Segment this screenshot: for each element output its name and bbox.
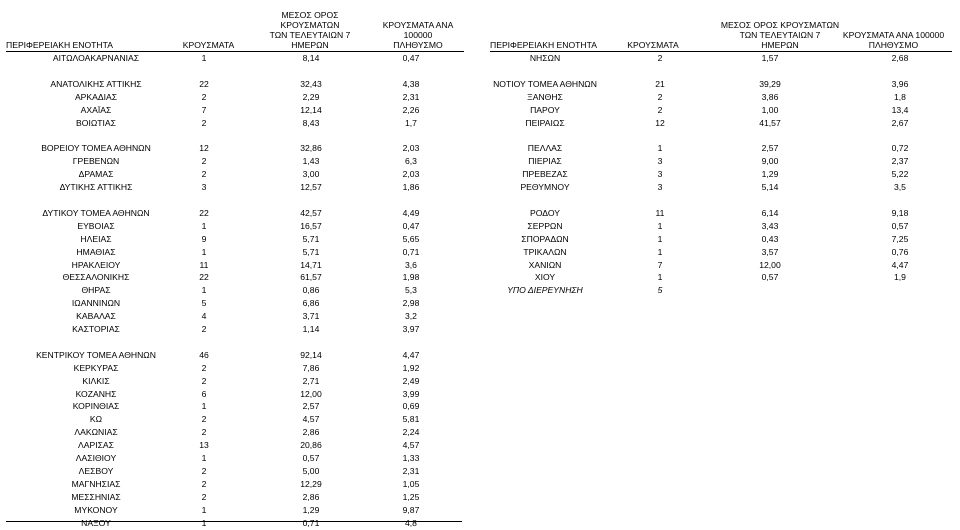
cell-cases: 2 [201,117,207,128]
header-region: ΠΕΡΙΦΕΡΕΙΑΚΗ ΕΝΟΤΗΤΑ [6,40,113,50]
cell-avg-7-days: 14,71 [300,259,322,270]
cell-cases-per-100k: 1,33 [402,453,420,464]
cell-cases-per-100k: 9,18 [891,207,909,218]
cell-cases-per-100k: 3,97 [402,324,420,335]
cell-avg-7-days: 3,00 [302,169,320,180]
cell-cases: 12 [655,117,665,128]
cell-avg-7-days: 9,00 [761,156,779,167]
table-row [490,271,952,284]
cell-region: ΠΕΛΛΑΣ [527,143,563,154]
cell-avg-7-days: 92,14 [300,349,322,360]
cell-cases: 1 [657,246,663,257]
cell-cases: 12 [199,143,209,154]
cell-avg-7-days: 0,71 [302,517,320,528]
cell-cases: 22 [199,207,209,218]
table-row [6,104,464,117]
cell-avg-7-days: 6,86 [302,298,320,309]
cell-cases-per-100k: 0,47 [402,220,420,231]
cell-avg-7-days: 1,57 [761,53,779,63]
cell-region: ΘΗΡΑΣ [81,285,111,296]
cell-region: ΡΟΔΟΥ [530,207,560,218]
cell-avg-7-days: 0,43 [761,233,779,244]
table-spacer-row [6,336,464,349]
table-row [6,362,464,375]
cell-avg-7-days: 16,57 [300,220,322,231]
cell-cases: 2 [201,91,207,102]
cell-cases: 4 [201,311,207,322]
table-row [490,181,952,194]
cell-region: ΘΕΣΣΑΛΟΝΙΚΗΣ [62,272,130,283]
cell-avg-7-days: 3,86 [761,91,779,102]
cell-cases-per-100k: 5,22 [891,169,909,180]
cell-cases-per-100k: 0,72 [891,143,909,154]
cell-cases: 7 [201,104,207,115]
cell-avg-7-days: 1,43 [302,156,320,167]
cell-cases-per-100k: 5,65 [402,233,420,244]
cell-cases-per-100k: 4,49 [402,207,420,218]
cell-region: ΚΕΝΤΡΙΚΟΥ ΤΟΜΕΑ ΑΘΗΝΩΝ [36,349,156,360]
table-row [6,78,464,91]
cell-cases: 1 [201,53,207,63]
cell-cases-per-100k: 2,68 [891,53,909,63]
cell-avg-7-days: 2,86 [302,427,320,438]
table-row [6,388,464,401]
cell-cases-per-100k: 4,8 [405,517,417,528]
table-row [6,91,464,104]
cell-avg-7-days: 5,00 [302,466,320,476]
cell-cases: 1 [657,272,663,283]
table-row [6,168,464,181]
cell-cases-per-100k: 0,57 [891,220,909,231]
table-row [6,259,464,272]
table-row [490,220,952,233]
cell-cases: 22 [199,78,209,89]
table-spacer-row [490,194,952,207]
cell-cases-per-100k: 3,99 [402,388,420,399]
cell-cases: 2 [201,414,207,425]
cell-cases-per-100k: 4,57 [402,440,420,451]
cell-avg-7-days: 1,29 [302,504,320,515]
cell-region: ΒΟΡΕΙΟΥ ΤΟΜΕΑ ΑΘΗΝΩΝ [41,143,151,154]
cell-avg-7-days: 12,29 [300,478,322,489]
cell-region: ΒΟΙΩΤΙΑΣ [76,117,116,128]
cell-avg-7-days: 5,71 [302,233,320,244]
cell-cases-per-100k: 3,5 [894,182,906,193]
table-row [6,323,464,336]
cell-cases: 3 [657,169,663,180]
cell-region: ΗΜΑΘΙΑΣ [76,246,116,257]
table-row [490,207,952,220]
cell-region: ΚΑΒΑΛΑΣ [76,311,116,322]
cell-region: ΛΑΡΙΣΑΣ [78,440,114,451]
cell-cases-per-100k: 2,26 [402,104,420,115]
cell-cases-per-100k: 2,03 [402,169,420,180]
cell-region: ΚΕΡΚΥΡΑΣ [73,362,119,373]
cell-region: ΜΑΓΝΗΣΙΑΣ [71,478,121,489]
cell-cases-per-100k: 6,3 [405,156,417,167]
cell-cases: 2 [201,466,207,476]
table-row [6,284,464,297]
cell-region: ΑΧΑΪΑΣ [80,104,112,115]
cell-cases: 2 [201,375,207,386]
header-avg-7-days: ΜΕΣΟΣ ΟΡΟΣ ΚΡΟΥΣΜΑΤΩΝ ΤΩΝ ΤΕΛΕΥΤΑΙΩΝ 7 ΗΜΕΡΩΝ [269,10,351,50]
table-row [490,78,952,91]
table-spacer-row [6,129,464,142]
cell-region: ΚΙΛΚΙΣ [82,375,110,386]
table-row [6,220,464,233]
cell-cases: 11 [655,207,665,218]
cell-cases: 1 [657,233,663,244]
cell-cases: 3 [201,182,207,193]
cell-region: ΝΑΞΟΥ [81,517,111,528]
cell-cases-per-100k: 0,71 [402,246,420,257]
cell-cases-per-100k: 5,81 [402,414,420,425]
cell-region: ΝΗΣΩΝ [529,53,561,63]
cell-cases: 3 [657,182,663,193]
cell-cases-per-100k: 2,31 [402,466,420,476]
cell-cases: 2 [201,478,207,489]
cell-cases: 2 [201,324,207,335]
right-table-header [490,10,952,52]
cell-region: ΙΩΑΝΝΙΝΩΝ [71,298,121,309]
cell-cases-per-100k: 13,4 [891,104,909,115]
cell-region: ΗΛΕΙΑΣ [80,233,112,244]
cell-avg-7-days: 2,86 [302,491,320,502]
cell-avg-7-days: 3,57 [761,246,779,257]
cell-avg-7-days: 1,00 [761,104,779,115]
table-row [6,491,464,504]
right-table-body [490,52,952,297]
cell-avg-7-days: 0,57 [302,453,320,464]
cell-cases: 2 [657,104,663,115]
cell-region: ΑΡΚΑΔΙΑΣ [74,91,118,102]
cell-cases: 2 [657,53,663,63]
cell-cases: 11 [199,259,209,270]
table-row [6,413,464,426]
cell-cases: 1 [657,143,663,154]
table-row [6,246,464,259]
cell-cases: 3 [657,156,663,167]
cell-cases-per-100k: 4,38 [402,78,420,89]
cell-region: ΣΕΡΡΩΝ [527,220,563,231]
cell-avg-7-days: 8,14 [302,53,320,63]
cell-cases-per-100k: 3,6 [405,259,417,270]
cell-region: ΤΡΙΚΑΛΩΝ [523,246,567,257]
cell-cases-per-100k: 1,86 [402,182,420,193]
cell-region: ΜΥΚΟΝΟΥ [74,504,118,515]
cell-cases: 1 [201,504,207,515]
cell-cases-per-100k: 2,03 [402,143,420,154]
cell-region: ΚΑΣΤΟΡΙΑΣ [72,324,120,335]
cell-cases: 2 [657,91,663,102]
cell-avg-7-days: 5,14 [761,182,779,193]
cell-cases: 6 [201,388,207,399]
cell-avg-7-days: 8,43 [302,117,320,128]
table-row [6,233,464,246]
cell-region: ΠΙΕΡΙΑΣ [528,156,562,167]
cell-cases-per-100k: 3,96 [891,78,909,89]
table-row [6,452,464,465]
cell-region: ΚΟΡΙΝΘΙΑΣ [72,401,120,412]
cell-cases: 1 [657,220,663,231]
cell-cases: 21 [655,78,665,89]
cell-region: ΔΥΤΙΚΗΣ ΑΤΤΙΚΗΣ [59,182,133,193]
cell-region: ΥΠΟ ΔΙΕΡΕΥΝΗΣΗ [507,285,583,296]
cell-cases-per-100k: 1,98 [402,272,420,283]
table-row [6,349,464,362]
cell-cases-per-100k: 3,2 [405,311,417,322]
cell-avg-7-days: 12,57 [300,182,322,193]
cell-avg-7-days: 42,57 [300,207,322,218]
cell-region: ΧΙΟΥ [534,272,556,283]
cell-cases-per-100k: 1,05 [402,478,420,489]
cell-cases-per-100k: 2,24 [402,427,420,438]
cell-cases-per-100k: 4,47 [891,259,909,270]
table-row [6,375,464,388]
table-row [6,207,464,220]
table-row [6,310,464,323]
cell-region: ΚΩ [89,414,103,425]
cell-avg-7-days: 3,71 [302,311,320,322]
cell-avg-7-days: 1,14 [302,324,320,335]
cell-region: ΛΕΣΒΟΥ [78,466,114,476]
bottom-rule [6,521,462,522]
cell-cases-per-100k: 1,8 [894,91,906,102]
cell-region: ΠΑΡΟΥ [530,104,560,115]
cell-cases: 1 [201,220,207,231]
cell-avg-7-days: 2,57 [761,143,779,154]
cell-cases: 46 [199,349,209,360]
cell-cases: 1 [201,246,207,257]
cell-cases-per-100k: 4,47 [402,349,420,360]
cell-cases: 22 [199,272,209,283]
cell-cases-per-100k: 2,37 [891,156,909,167]
table-row [6,400,464,413]
cell-cases: 1 [201,517,207,528]
table-row [490,104,952,117]
cell-cases-per-100k: 5,3 [405,285,417,296]
cell-cases-per-100k: 2,49 [402,375,420,386]
table-row [6,478,464,491]
table-row [490,155,952,168]
cell-avg-7-days: 5,71 [302,246,320,257]
cell-avg-7-days: 12,00 [759,259,781,270]
cell-cases-per-100k: 2,67 [891,117,909,128]
left-table-header [6,10,464,52]
cell-avg-7-days: 2,57 [302,401,320,412]
cell-avg-7-days: 12,14 [300,104,322,115]
table-row [6,297,464,310]
cell-avg-7-days: 39,29 [759,78,781,89]
cell-region: ΕΥΒΟΙΑΣ [77,220,115,231]
cell-avg-7-days: 41,57 [759,117,781,128]
cell-cases: 1 [201,453,207,464]
cell-cases-per-100k: 0,69 [402,401,420,412]
cell-region: ΓΡΕΒΕΝΩΝ [72,156,120,167]
cell-region: ΔΡΑΜΑΣ [78,169,114,180]
cell-cases: 2 [201,427,207,438]
header-avg-7-days: ΜΕΣΟΣ ΟΡΟΣ ΚΡΟΥΣΜΑΤΩΝ ΤΩΝ ΤΕΛΕΥΤΑΙΩΝ 7 ΗΜΕΡΩΝ [720,20,840,50]
cell-region: ΧΑΝΙΩΝ [528,259,562,270]
cell-cases-per-100k: 2,31 [402,91,420,102]
header-cases: ΚΡΟΥΣΜΑΤΑ [627,40,679,50]
cell-region: ΛΑΚΩΝΙΑΣ [74,427,118,438]
cell-cases: 5 [201,298,207,309]
header-region: ΠΕΡΙΦΕΡΕΙΑΚΗ ΕΝΟΤΗΤΑ [490,40,597,50]
right-table [490,10,952,297]
cell-cases-per-100k: 0,76 [891,246,909,257]
cell-cases-per-100k: 7,25 [891,233,909,244]
cell-avg-7-days: 4,57 [302,414,320,425]
table-spacer-row [490,65,952,78]
cell-cases-per-100k: 2,98 [402,298,420,309]
cell-avg-7-days: 32,43 [300,78,322,89]
header-cases-per-100k: ΚΡΟΥΣΜΑΤΑ ΑΝΑ 100000 ΠΛΗΘΥΣΜΟ [382,20,454,50]
cell-avg-7-days: 61,57 [300,272,322,283]
left-table [6,10,464,530]
cell-region: ΡΕΘΥΜΝΟΥ [520,182,570,193]
cell-region: ΚΟΖΑΝΗΣ [75,388,117,399]
cell-avg-7-days: 0,86 [302,285,320,296]
cell-cases: 13 [199,440,209,451]
table-row [6,181,464,194]
cell-cases-per-100k: 9,87 [402,504,420,515]
cell-region: ΣΠΟΡΑΔΩΝ [521,233,569,244]
table-row [490,91,952,104]
cell-avg-7-days: 20,86 [300,440,322,451]
header-cases: ΚΡΟΥΣΜΑΤΑ [182,40,235,50]
cell-region: ΛΑΣΙΘΙΟΥ [75,453,117,464]
table-row [6,52,464,65]
cell-cases: 7 [657,259,663,270]
table-row [6,517,464,530]
table-row [490,233,952,246]
table-row [490,142,952,155]
table-row [6,439,464,452]
cell-cases: 2 [201,169,207,180]
cell-cases: 1 [201,285,207,296]
table-row [6,271,464,284]
cell-avg-7-days: 3,43 [761,220,779,231]
cell-region: ΜΕΣΣΗΝΙΑΣ [71,491,121,502]
cell-cases-per-100k: 1,92 [402,362,420,373]
cell-cases-per-100k: 0,47 [402,53,420,63]
table-row [490,284,952,297]
left-table-body [6,52,464,530]
cell-region: ΠΕΙΡΑΙΩΣ [525,117,565,128]
cell-avg-7-days: 2,29 [302,91,320,102]
cell-avg-7-days: 0,57 [761,272,779,283]
cell-region: ΗΡΑΚΛΕΙΟΥ [71,259,121,270]
cell-region: ΑΝΑΤΟΛΙΚΗΣ ΑΤΤΙΚΗΣ [50,78,142,89]
cell-cases: 9 [201,233,207,244]
cell-avg-7-days: 6,14 [761,207,779,218]
cell-avg-7-days: 7,86 [302,362,320,373]
cell-region: ΠΡΕΒΕΖΑΣ [522,169,568,180]
table-spacer-row [6,65,464,78]
table-row [6,142,464,155]
header-cases-per-100k: ΚΡΟΥΣΜΑΤΑ ΑΝΑ 100000 ΠΛΗΘΥΣΜΟ [842,30,945,50]
table-row [6,465,464,478]
cell-avg-7-days: 2,71 [302,375,320,386]
cell-cases-per-100k: 1,7 [405,117,417,128]
table-row [490,168,952,181]
cell-cases: 2 [201,362,207,373]
cell-cases: 5 [657,285,663,296]
cell-region: ΝΟΤΙΟΥ ΤΟΜΕΑ ΑΘΗΝΩΝ [493,78,597,89]
cell-region: ΔΥΤΙΚΟΥ ΤΟΜΕΑ ΑΘΗΝΩΝ [42,207,150,218]
cell-cases-per-100k: 1,9 [894,272,906,283]
table-row [490,259,952,272]
cell-cases: 1 [201,401,207,412]
table-row [6,117,464,130]
cell-cases: 2 [201,491,207,502]
table-spacer-row [490,129,952,142]
cell-avg-7-days: 12,00 [300,388,322,399]
table-row [6,504,464,517]
table-row [490,52,952,65]
table-row [6,155,464,168]
cell-avg-7-days: 1,29 [761,169,779,180]
cell-region: ΞΑΝΘΗΣ [527,91,563,102]
cell-region: ΑΙΤΩΛΟΑΚΑΡΝΑΝΙΑΣ [52,53,140,63]
table-row [490,246,952,259]
table-spacer-row [6,194,464,207]
cell-cases-per-100k: 1,25 [402,491,420,502]
table-row [6,426,464,439]
cell-avg-7-days: 32,86 [300,143,322,154]
table-row [490,117,952,130]
cell-cases: 2 [201,156,207,167]
